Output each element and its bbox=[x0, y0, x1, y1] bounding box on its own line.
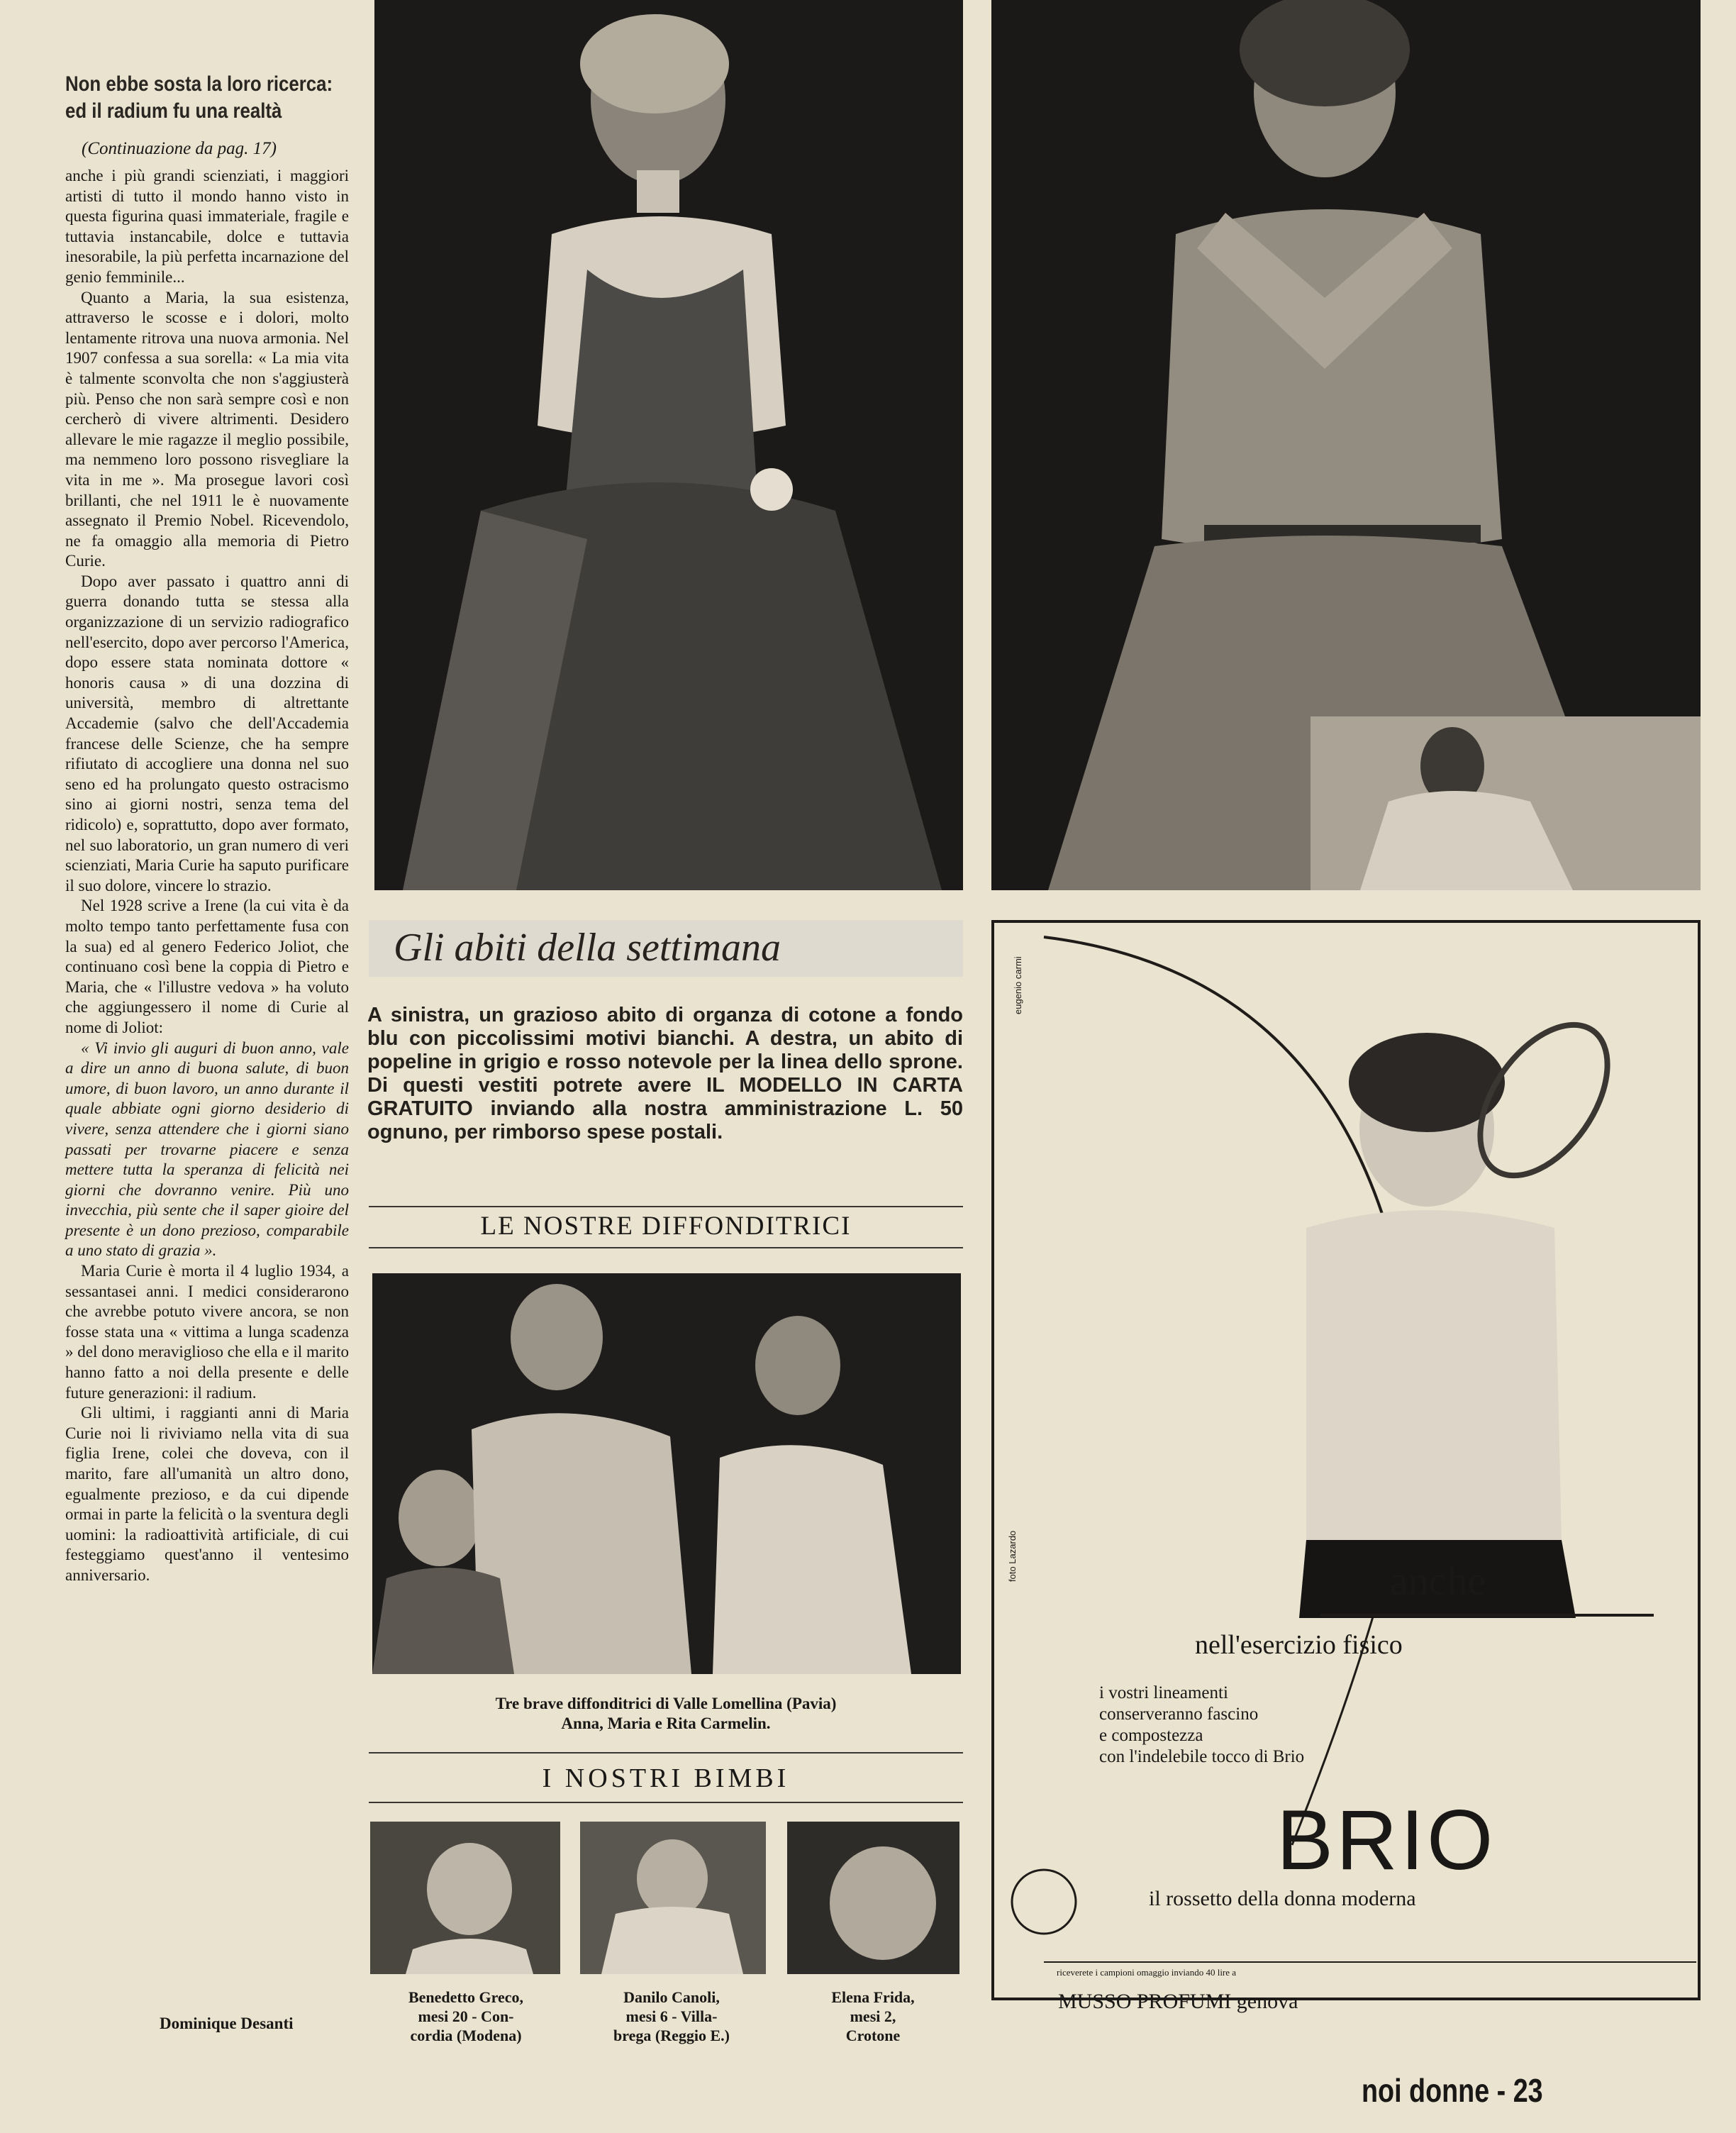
article-paragraph: Nel 1928 scrive a Irene (la cui vita è da molto tempo tanto perfettamente fusa con la sua) ed al genero Federico Joliot, che continuano così bene la coppia di Pietro e Maria, che « l'illustre vedova » ha voluto che aggiungessero il nome di Curie al nome di Joliot: bbox=[65, 897, 349, 1036]
kid-caption-line: brega (Reggio E.) bbox=[613, 2027, 730, 2044]
fashion-title: Gli abiti della settimana bbox=[394, 926, 781, 970]
page-footer: noi donne - 23 bbox=[1362, 2072, 1543, 2109]
article-headline: Non ebbe sosta la loro ricerca: ed il radium fu una realtà bbox=[65, 72, 333, 123]
diffonditrici-photo bbox=[372, 1273, 961, 1674]
ad-body-line: e compostezza bbox=[1099, 1726, 1203, 1745]
article-paragraph: Quanto a Maria, la sua esistenza, attraverso le scosse e i dolori, molto lentamente ritrova una nuova armonia. Nel 1907 confessa a sua sorella: « La mia vita è talmente sconvolta che non s'aggiusterà più. Penso che non sarà sempre così e non cercherò di vivere altrimenti. Desidero allevare le mie ragazze il meglio possibile, ma nemmeno loro possono risvegliare la vita in me ». Ma prosegue lavori così brillanti, che nel 1911 le è nuovamente assegnato il Premio Nobel. Ricevendolo, ne fa omaggio alla memoria di Pietro Curie. bbox=[65, 288, 349, 570]
article-paragraph: Dopo aver passato i quattro anni di guerra donando tutta se stessa alla organizzazione di un servizio radiografico nell'esercito, dopo aver percorso l'America, dopo essere stata nominata dottore « honoris causa » di una dozzina di università, membro di altrettante Accademie (salvo che dell'Accademia francese delle Scienze, che ha sempre rifiutato di accogliere una donna nel suo seno ed ha prolungato questo ostracismo sino ai giorni nostri, senza tema del ridicolo) e, soprattutto, dopo aver formato, nel suo laboratorio, un gran numero di veri scienziati, Maria Curie ha saputo purificare il suo dolore, vincere lo strazio. bbox=[65, 572, 349, 894]
kid-photo bbox=[370, 1822, 560, 1974]
caption-line: Tre brave diffonditrici di Valle Lomellina (Pavia) bbox=[495, 1695, 837, 1712]
kid-caption-line: mesi 6 - Villa- bbox=[625, 2007, 718, 2025]
kid-photo bbox=[580, 1822, 766, 1974]
kid-photo bbox=[787, 1822, 959, 1974]
article-paragraph: Maria Curie è morta il 4 luglio 1934, a sessantasei anni. I medici considerarono che avrebbe potuto vivere ancora, se non fosse stata una « vittima a lunga scadenza » del dono meraviglioso che ella e il marito hanno fatto a noi della presente e delle future generazioni: il radium. bbox=[65, 1262, 349, 1402]
ad-credit: eugenio carmi bbox=[1013, 956, 1023, 1014]
ad-body-line: conserveranno fascino bbox=[1099, 1705, 1259, 1724]
fashion-photo-right bbox=[991, 0, 1701, 890]
ad-subheadline: nell'esercizio fisico bbox=[1195, 1630, 1403, 1660]
model-blouse bbox=[1306, 1210, 1562, 1540]
ad-tagline: il rossetto della donna moderna bbox=[1149, 1887, 1416, 1910]
kid-caption-line: mesi 2, bbox=[850, 2007, 896, 2025]
fashion-photo-left bbox=[374, 0, 963, 890]
kid-caption-line: mesi 20 - Con- bbox=[418, 2007, 514, 2025]
kid-caption-line: Elena Frida, bbox=[831, 1988, 915, 2006]
kid-caption-line: Danilo Canoli, bbox=[623, 1988, 720, 2006]
divider bbox=[369, 1802, 963, 1803]
kid-caption bbox=[784, 1988, 962, 2045]
fashion-description: A sinistra, un grazioso abito di organza di cotone a fondo blu con piccolissimi motivi bianchi. A destra, un abito di popeline in grigio e rosso notevole per la linea dello sprone. Di questi vestiti potrete avere IL MODELLO IN CARTA GRATUITO inviando alla nostra amministrazione L. 50 ognuno, per rimborso spese postali. bbox=[367, 1004, 963, 1143]
ad-headline: anche bbox=[1390, 1558, 1486, 1604]
ad-company: MUSSO PROFUMI genova bbox=[1058, 1990, 1298, 2013]
kid-caption bbox=[377, 1988, 555, 2045]
divider bbox=[369, 1247, 963, 1248]
kid-caption-line: cordia (Modena) bbox=[410, 2027, 522, 2044]
continuation-note: (Continuazione da pag. 17) bbox=[82, 139, 277, 158]
kid-caption bbox=[583, 1988, 760, 2045]
diffonditrici-title: LE NOSTRE DIFFONDITRICI bbox=[480, 1212, 852, 1241]
ad-brand: BRIO bbox=[1276, 1793, 1496, 1888]
article-paragraph: Gli ultimi, i raggianti anni di Maria Curie noi li riviviamo nella vita di sua figlia Irene, colei che doveva, con il marito, fare all'umanità un altro dono, egualmente prezioso, e da cui dipende ormai in parte la felicità o la sventura degli uomini: la radioattività artificiale, di cui festeggiamo quest'anno il ventesimo anniversario. bbox=[65, 1404, 349, 1584]
divider bbox=[369, 1752, 963, 1754]
ad-body-line: i vostri lineamenti bbox=[1099, 1683, 1228, 1702]
article-paragraph: anche i più grandi scienziati, i maggiori artisti di tutto il mondo hanno visto in questa figurina quasi immateriale, fragile e tuttavia instancabile, dolce e tuttavia inesorabile, la più perfetta incarnazione del genio femminile... bbox=[65, 167, 349, 286]
ad-body-line: con l'indelebile tocco di Brio bbox=[1099, 1747, 1305, 1766]
article-quote: « Vi invio gli auguri di buon anno, vale a dire un anno di buona salute, di buon umore, di buon lavoro, un anno durante il quale abbiate ogni giorno desiderio di vivere, senza attendere che i giorni siano passati per trovarne piacere e senza mettere tutta la speranza di felicità nei giorni che dovranno venire. Più uno invecchia, più sente che il saper gioire del presente è un dono prezioso, comparabile a uno stato di grazia ». bbox=[65, 1038, 349, 1260]
article-author: Dominique Desanti bbox=[160, 2015, 294, 2032]
caption-line: Anna, Maria e Rita Carmelin. bbox=[561, 1714, 771, 1732]
bimbi-title: I NOSTRI BIMBI bbox=[542, 1763, 790, 1793]
kid-caption-line: Crotone bbox=[845, 2027, 901, 2044]
advert-circle bbox=[1012, 1870, 1076, 1934]
divider bbox=[369, 1206, 963, 1207]
kid-caption-line: Benedetto Greco, bbox=[408, 1988, 524, 2006]
diffonditrici-caption bbox=[369, 1694, 963, 1734]
ad-small-print: riceverete i campioni omaggio inviando 40 lire a bbox=[1057, 1967, 1237, 1978]
article-body bbox=[65, 166, 349, 1586]
ad-body bbox=[1099, 1683, 1304, 1768]
ad-photo-credit: foto Lazardo bbox=[1007, 1530, 1018, 1582]
